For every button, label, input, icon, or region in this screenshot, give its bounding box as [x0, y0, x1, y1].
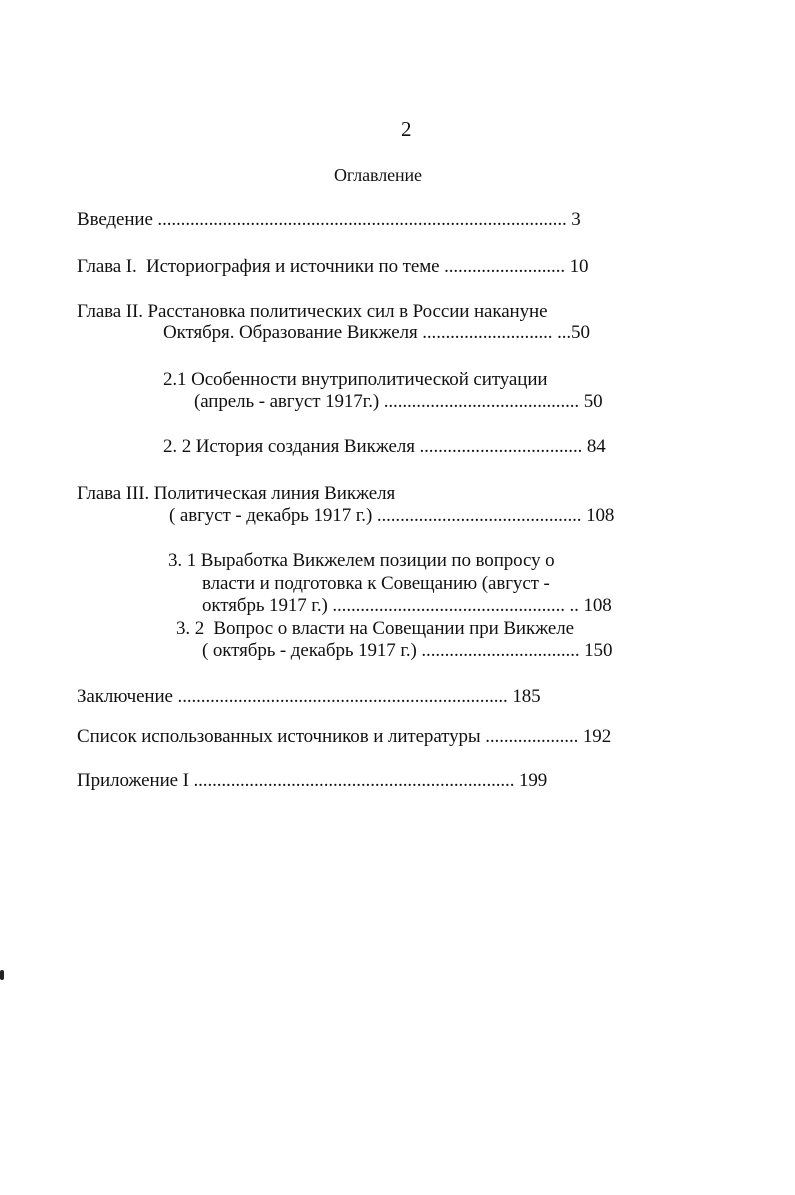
- toc-entry-chapter-3-line-2: ( август - декабрь 1917 г.) ............................................ 108: [169, 505, 615, 526]
- toc-entry-chapter-1: Глава I. Историография и источники по теме .......................... 10: [77, 256, 589, 277]
- page-number: 2: [401, 117, 412, 141]
- toc-heading: Оглавление: [334, 165, 422, 185]
- toc-entry-section-2-1-line-2: (апрель - август 1917г.) .......................................... 50: [194, 391, 603, 412]
- toc-entry-intro: Введение ........................................................................................ 3: [77, 209, 581, 230]
- toc-entry-section-3-2-line-2: ( октябрь - декабрь 1917 г.) .................................. 150: [202, 640, 613, 661]
- toc-entry-section-3-1-line-2: власти и подготовка к Совещанию (август -: [202, 573, 550, 594]
- toc-entry-chapter-2-line-1: Глава II. Расстановка политических сил в России накануне: [77, 301, 548, 322]
- toc-entry-appendix: Приложение I ..................................................................... 199: [77, 770, 548, 791]
- toc-entry-section-3-2-line-1: 3. 2 Вопрос о власти на Совещании при Викжеле: [176, 618, 574, 639]
- toc-entry-chapter-2-line-2: Октября. Образование Викжеля ............................ ...50: [163, 322, 590, 343]
- toc-entry-chapter-3-line-1: Глава III. Политическая линия Викжеля: [77, 483, 396, 504]
- scan-speck: [0, 970, 4, 980]
- toc-entry-section-3-1-line-1: 3. 1 Выработка Викжелем позиции по вопросу о: [168, 550, 555, 571]
- toc-entry-conclusion: Заключение ....................................................................... 185: [77, 686, 541, 707]
- toc-entry-section-2-1-line-1: 2.1 Особенности внутриполитической ситуации: [163, 369, 548, 390]
- toc-entry-section-3-1-line-3: октябрь 1917 г.) .................................................. .. 108: [202, 595, 612, 616]
- toc-entry-section-2-2: 2. 2 История создания Викжеля ................................... 84: [163, 436, 606, 457]
- toc-entry-sources: Список использованных источников и литературы .................... 192: [77, 726, 612, 747]
